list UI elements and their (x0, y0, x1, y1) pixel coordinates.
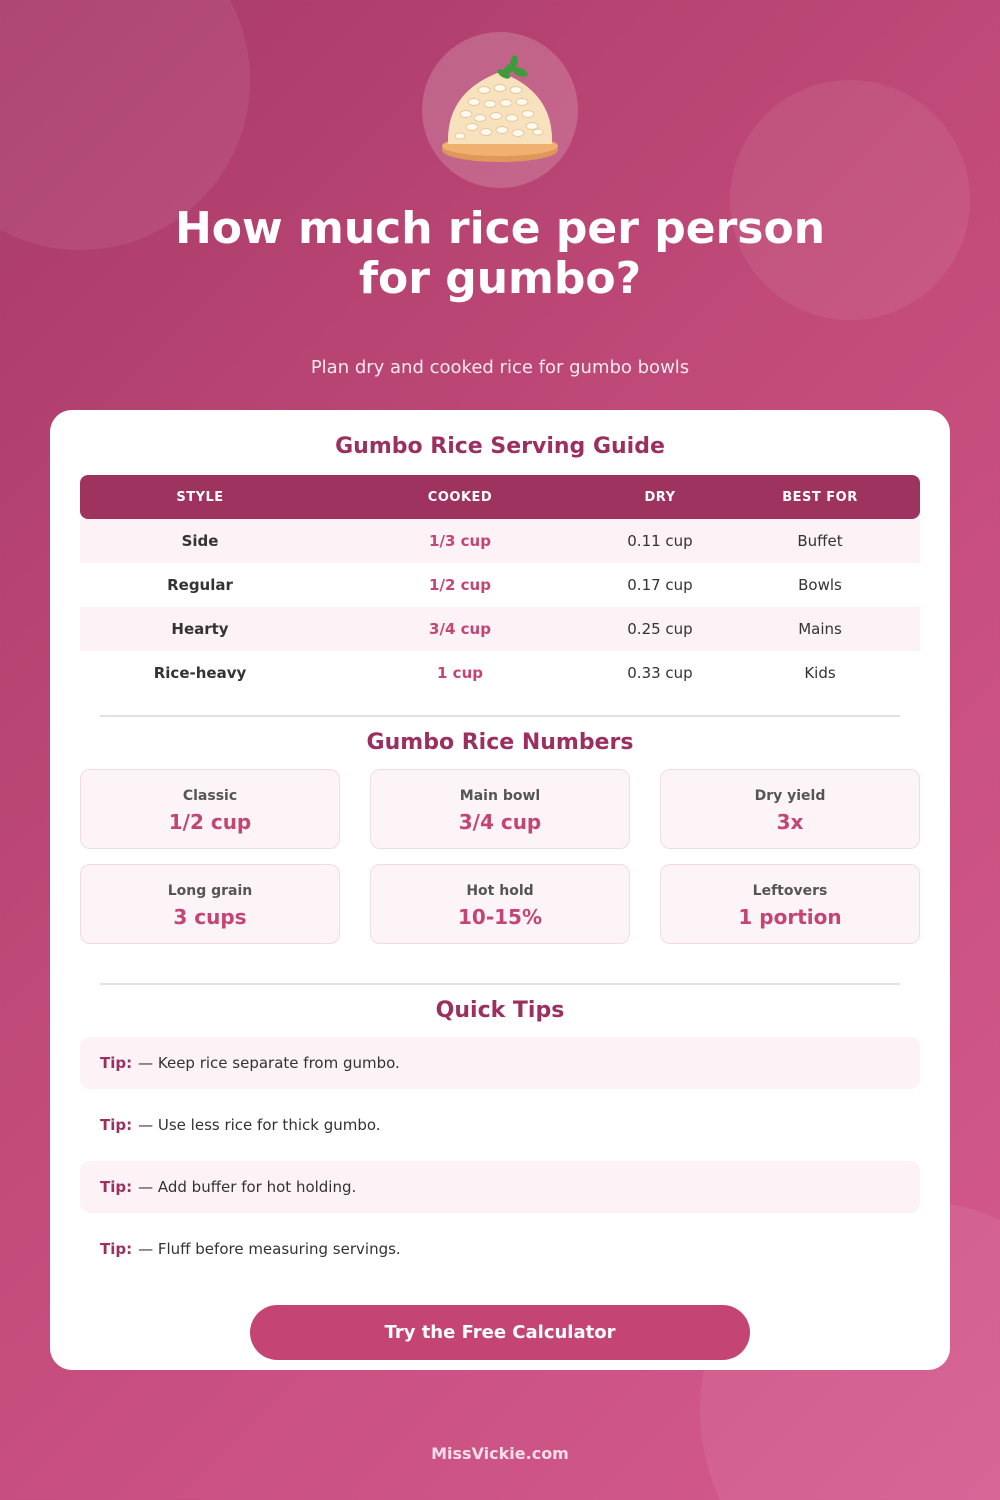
section-divider (100, 715, 900, 717)
page-title (100, 204, 900, 304)
header-style: STYLE (176, 489, 224, 505)
tip-text: — Add buffer for hot holding. (138, 1178, 357, 1196)
stat-card (660, 769, 920, 849)
stat-label: Dry yield (754, 788, 826, 804)
row-style: Hearty (171, 620, 229, 638)
table-row (80, 651, 920, 695)
stat-card (80, 864, 340, 944)
row-dry: 0.33 cup (627, 664, 693, 682)
tip-text: — Use less rice for thick gumbo. (138, 1116, 381, 1134)
table-row (80, 607, 920, 651)
stat-label: Classic (182, 788, 238, 804)
stat-value: 3/4 cup (458, 810, 542, 834)
row-cooked: 1 cup (437, 664, 483, 682)
stat-label: Long grain (167, 883, 253, 899)
header-dry: DRY (644, 489, 676, 505)
tip-text: — Keep rice separate from gumbo. (138, 1054, 400, 1072)
row-cooked: 1/2 cup (429, 576, 491, 594)
tip-item (80, 1223, 920, 1275)
stat-value: 3x (776, 810, 804, 834)
row-style: Rice-heavy (153, 664, 247, 682)
tip-label: Tip: (100, 1240, 133, 1258)
section-divider (100, 983, 900, 985)
tip-item (80, 1099, 920, 1151)
numbers-title: Gumbo Rice Numbers (366, 730, 634, 755)
stat-value: 1/2 cup (168, 810, 252, 834)
tip-label: Tip: (100, 1054, 133, 1072)
stat-card (370, 864, 630, 944)
tip-label: Tip: (100, 1178, 133, 1196)
row-best-for: Bowls (798, 576, 842, 594)
page-subtitle: Plan dry and cooked rice for gumbo bowls (310, 357, 690, 378)
row-dry: 0.11 cup (627, 532, 693, 550)
stat-label: Hot hold (466, 883, 534, 899)
serving-guide-table (80, 475, 920, 695)
header-best-for: BEST FOR (782, 489, 858, 505)
stat-card (80, 769, 340, 849)
row-cooked: 3/4 cup (429, 620, 491, 638)
guide-title: Gumbo Rice Serving Guide (335, 434, 665, 459)
row-best-for: Kids (804, 664, 836, 682)
row-dry: 0.25 cup (627, 620, 693, 638)
title-line-2: for gumbo? (358, 253, 642, 304)
stat-value: 3 cups (173, 905, 247, 929)
content-card (50, 410, 950, 1370)
tips-title: Quick Tips (435, 998, 565, 1023)
title-line-1: How much rice per person (174, 203, 826, 254)
stat-value: 1 portion (738, 905, 842, 929)
tip-label: Tip: (100, 1116, 133, 1134)
row-style: Regular (167, 576, 233, 594)
row-cooked: 1/3 cup (429, 532, 491, 550)
table-row (80, 519, 920, 563)
row-dry: 0.17 cup (627, 576, 693, 594)
stat-card (660, 864, 920, 944)
stat-label: Leftovers (752, 883, 828, 899)
stat-label: Main bowl (459, 788, 541, 804)
free-calculator-button[interactable]: Try the Free Calculator (250, 1305, 750, 1360)
table-row (80, 563, 920, 607)
stat-value: 10-15% (457, 905, 542, 929)
stat-card (370, 769, 630, 849)
rice-bowl-icon (422, 32, 578, 188)
footer-brand[interactable]: MissVickie.com (431, 1444, 569, 1463)
row-style: Side (181, 532, 219, 550)
row-best-for: Mains (798, 620, 842, 638)
header-cooked: COOKED (427, 489, 493, 505)
tip-text: — Fluff before measuring servings. (138, 1240, 401, 1258)
row-best-for: Buffet (797, 532, 843, 550)
tip-item (80, 1037, 920, 1089)
tip-item (80, 1161, 920, 1213)
table-header (80, 475, 920, 519)
